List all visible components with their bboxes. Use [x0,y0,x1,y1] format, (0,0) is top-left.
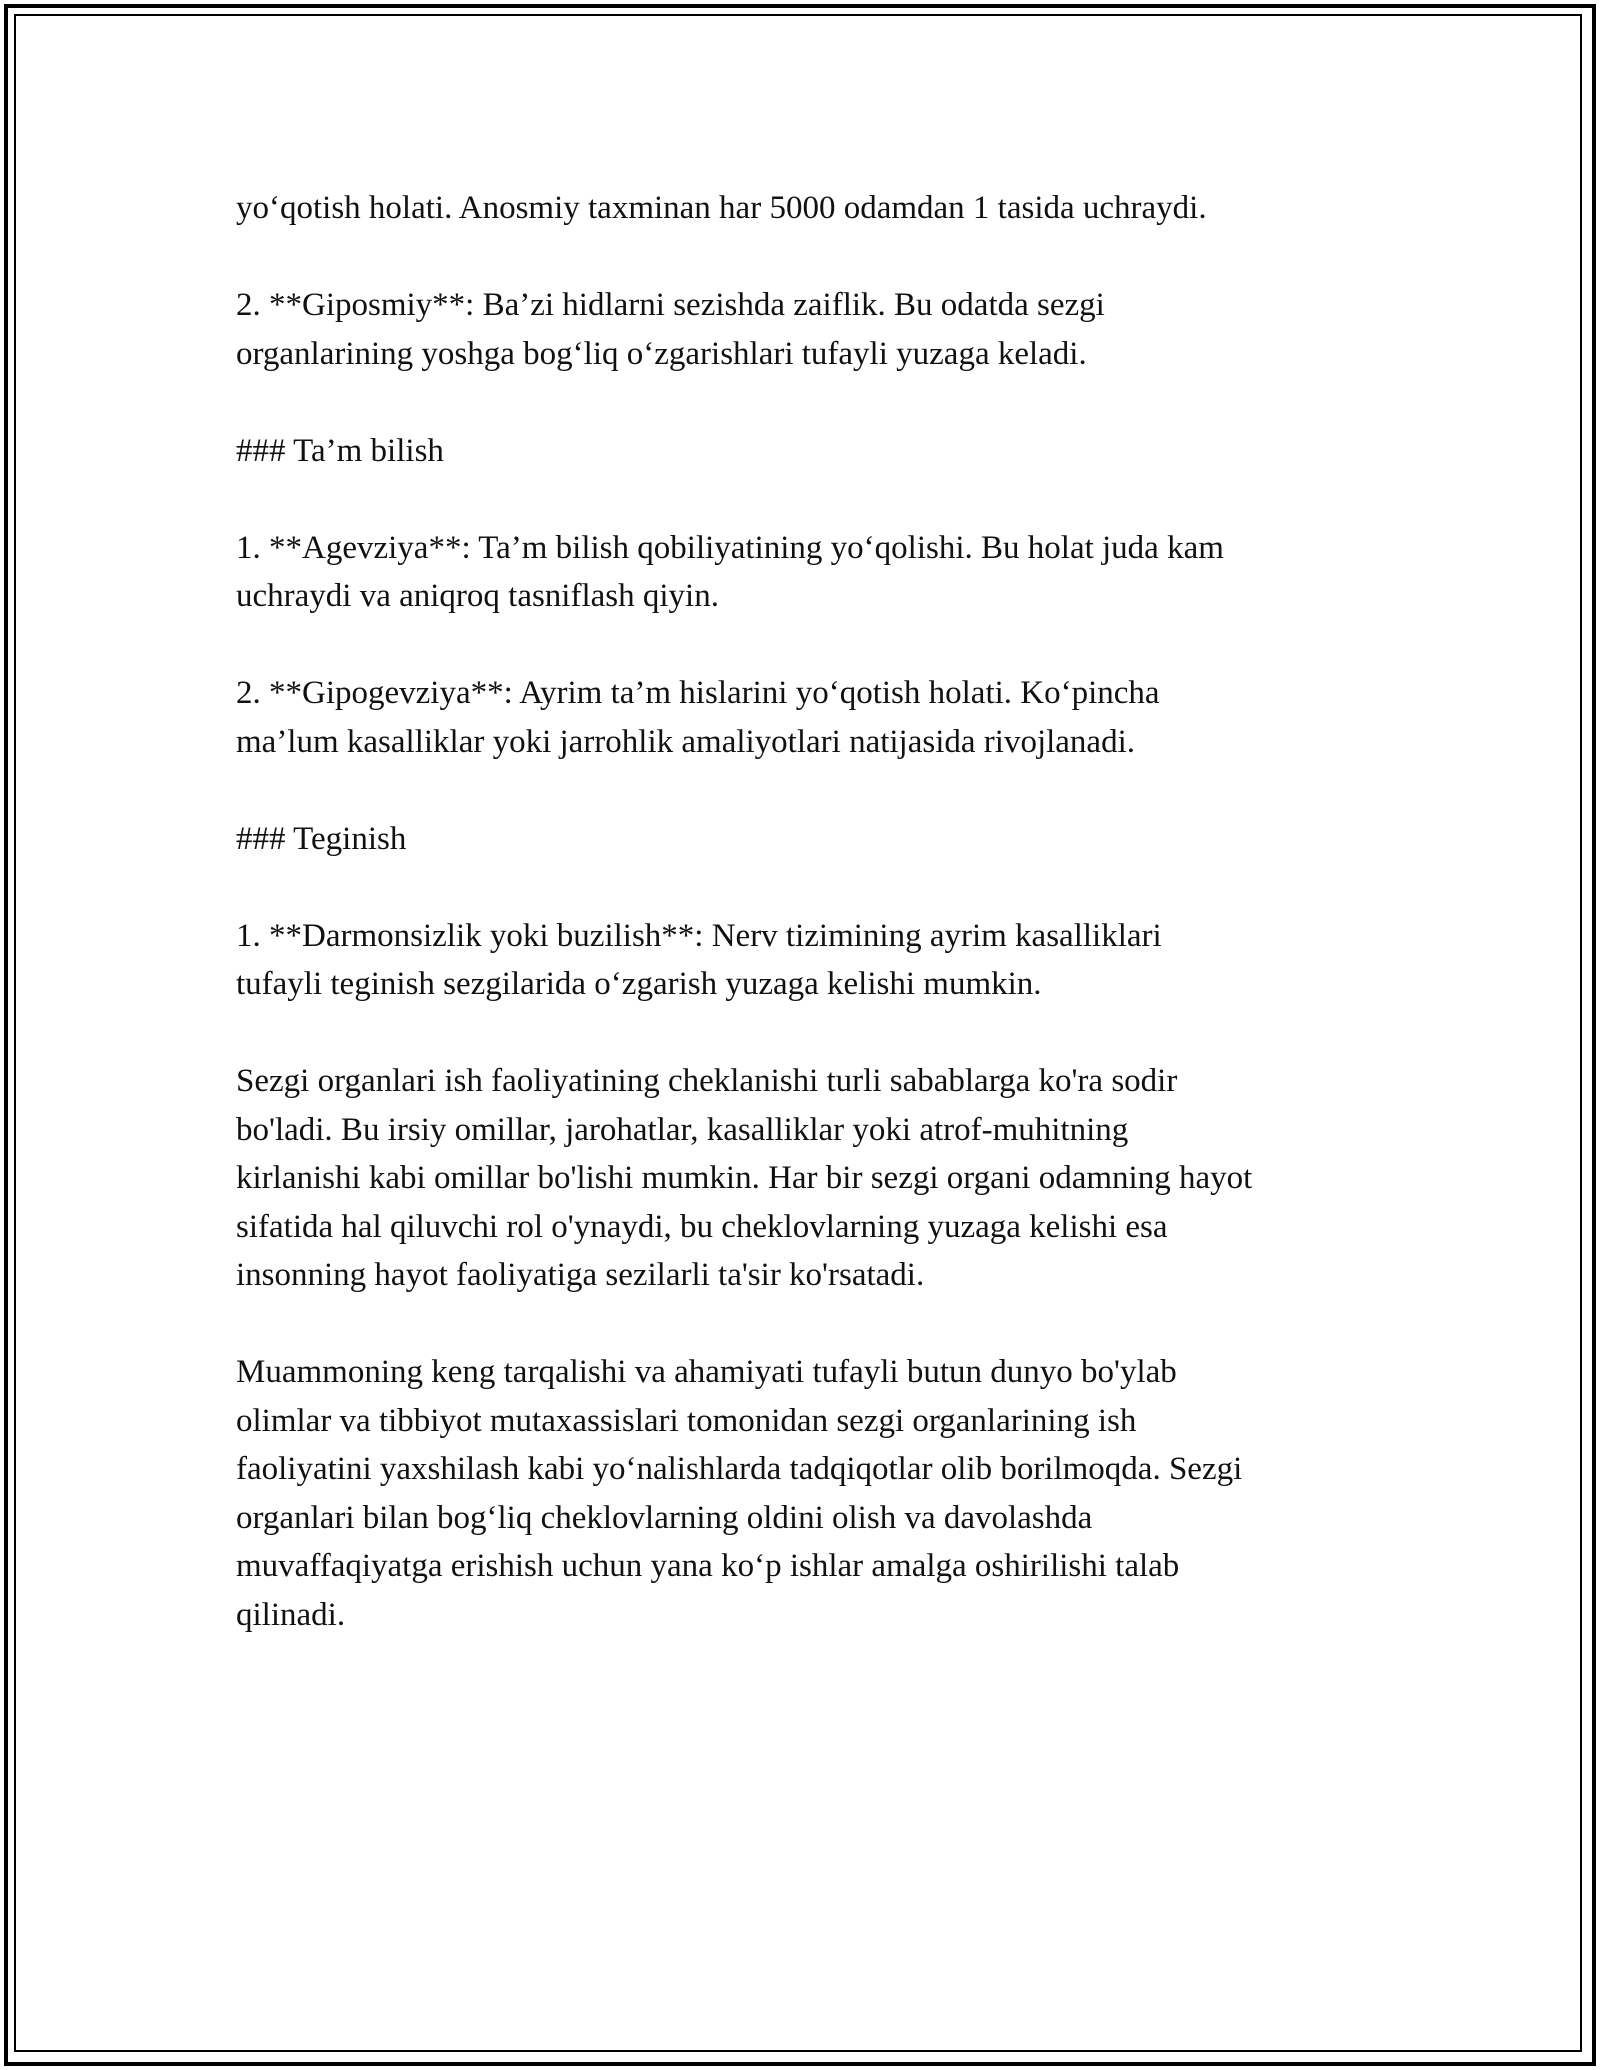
heading-teginish: ### Teginish [236,820,407,857]
list-item-gipogevziya: 2. **Gipogevziya**: Ayrim ta’m hislarini yo‘qotish holati. Ko‘pincha ma’lum kasalliklar yoki jarrohlik amaliyotlari natijasida rivojlanadi. [236,675,1160,760]
list-item-giposmiy: 2. **Giposmiy**: Ba’zi hidlarni sezishda zaiflik. Bu odatda sezgi organlarining yoshga bog‘liq o‘zgarishlari tufayli yuzaga keladi. [236,287,1105,372]
heading-tam-bilish: ### Ta’m bilish [236,432,444,469]
list-item-darmonsizlik: 1. **Darmonsizlik yoki buzilish**: Nerv tizimining ayrim kasalliklari tufayli teginish sezgilarida o‘zgarish yuzaga kelishi mumkin. [236,917,1162,1002]
document-body [236,184,1376,1688]
paragraph-research: Muammoning keng tarqalishi va ahamiyati tufayli butun dunyo bo'ylab olimlar va tibbiyot mutaxassislari tomonidan sezgi organlarining ish faoliyatini yaxshilash kabi yo‘nalishlarda tadqiqotlar olib borilmoqda. Sezgi organlari bilan bog‘liq cheklovlarning oldini olish va davolashda muvaffaqiyatga erishish uchun yana ko‘p ishlar amalga oshirilishi talab qilinadi. [236,1354,1243,1633]
list-item-agevziya: 1. **Agevziya**: Ta’m bilish qobiliyatining yo‘qolishi. Bu holat juda kam uchraydi va aniqroq tasniflash qiyin. [236,529,1224,614]
paragraph-anosmiy-tail: yo‘qotish holati. Anosmiy taxminan har 5000 odamdan 1 tasida uchraydi. [236,190,1207,226]
paragraph-causes: Sezgi organlari ish faoliyatining cheklanishi turli sabablarga ko'ra sodir bo'ladi. Bu irsiy omillar, jarohatlar, kasalliklar yoki atrof-muhitning kirlanishi kabi omillar bo'lishi mumkin. Har bir sezgi organi odamning hayot sifatida hal qiluvchi rol o'ynaydi, bu cheklovlarning yuzaga kelishi esa insonning hayot faoliyatiga sezilarli ta'sir ko'rsatadi. [236,1063,1253,1293]
